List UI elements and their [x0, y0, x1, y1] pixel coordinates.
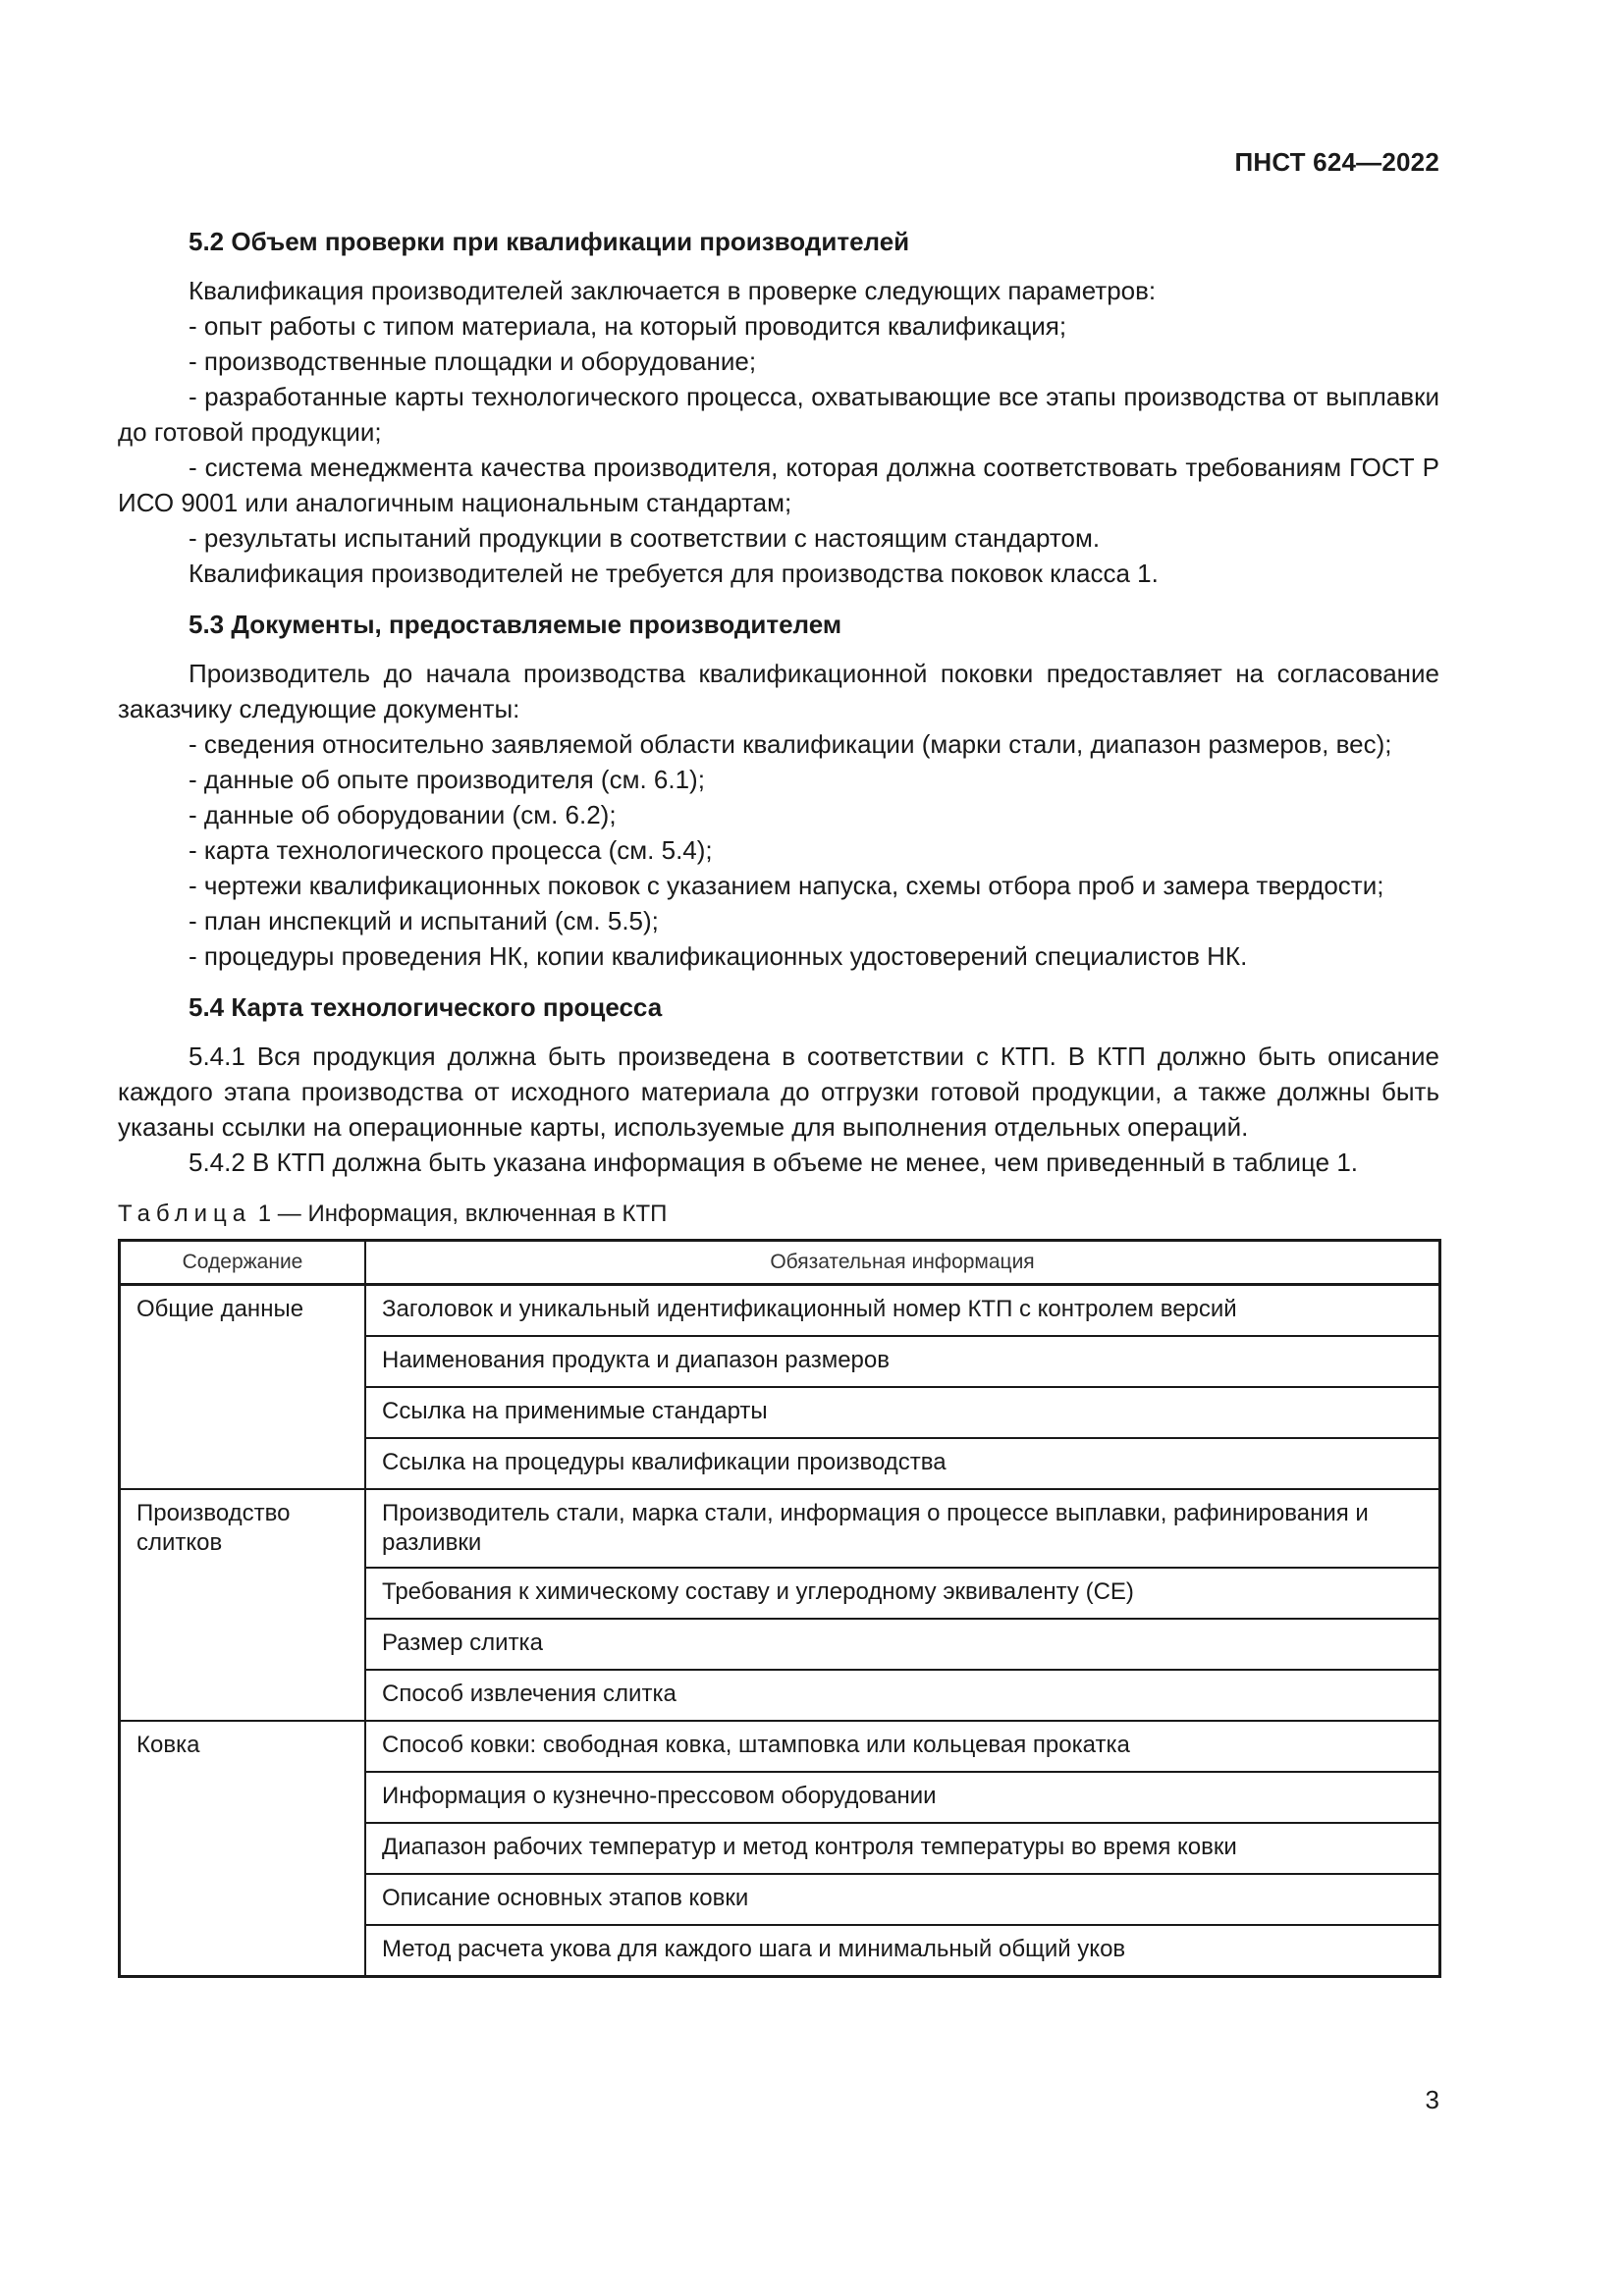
category-cell: Ковка [120, 1721, 366, 1977]
info-cell: Диапазон рабочих температур и метод контроля температуры во время ковки [365, 1823, 1440, 1874]
paragraph: Квалификация производителей заключается в проверке следующих параметров: [189, 276, 1157, 305]
info-cell: Описание основных этапов ковки [365, 1874, 1440, 1925]
table-caption-text: 1 — Информация, включенная в КТП [257, 1201, 668, 1227]
table-row [120, 1721, 1440, 1772]
paragraph: 5.4.1 Вся продукция должна быть произведена в соответствии с КТП. В КТП должно быть описание каждого этапа производства от исходного материала до отгрузки готовой продукции, а также должны быть указаны ссылки на операционные карты, используемые для выполнения отдельных операций. [118, 1041, 1439, 1142]
section-heading-5-3: 5.3 Документы, предоставляемые производителем [189, 610, 842, 639]
info-cell: Производитель стали, марка стали, информация о процессе выплавки, рафинирования и разливки [365, 1489, 1440, 1568]
column-header-content: Содержание [120, 1241, 366, 1285]
document-body [118, 224, 1439, 1978]
list-item: - опыт работы с типом материала, на который проводится квалификация; [189, 311, 1067, 341]
document-code: ПНСТ 624—2022 [1234, 147, 1439, 177]
info-cell: Ссылка на применимые стандарты [365, 1387, 1440, 1438]
info-cell: Заголовок и уникальный идентификационный номер КТП с контролем версий [365, 1285, 1440, 1337]
list-item: - карта технологического процесса (см. 5.4); [189, 835, 713, 865]
info-cell: Размер слитка [365, 1619, 1440, 1670]
category-cell: Производство слитков [120, 1489, 366, 1721]
paragraph: Квалификация производителей не требуется для производства поковок класса 1. [189, 559, 1159, 588]
info-cell: Ссылка на процедуры квалификации производства [365, 1438, 1440, 1489]
list-item: - данные об опыте производителя (см. 6.1); [189, 765, 705, 794]
paragraph: Производитель до начала производства квалификационной поковки предоставляет на согласование заказчику следующие документы: [118, 659, 1439, 723]
table-caption [118, 1200, 1439, 1229]
page-number: 3 [1425, 2085, 1439, 2114]
table-header-row [120, 1241, 1440, 1285]
ktp-table [118, 1239, 1441, 1978]
info-cell: Наименования продукта и диапазон размеров [365, 1336, 1440, 1387]
paragraph: 5.4.2 В КТП должна быть указана информация в объеме не менее, чем приведенный в таблице 1. [189, 1148, 1359, 1177]
section-heading-5-2: 5.2 Объем проверки при квалификации производителей [189, 227, 910, 256]
info-cell: Метод расчета укова для каждого шага и минимальный общий уков [365, 1925, 1440, 1977]
info-cell: Способ ковки: свободная ковка, штамповка или кольцевая прокатка [365, 1721, 1440, 1772]
list-item: - производственные площадки и оборудование; [189, 347, 757, 376]
section-heading-5-4: 5.4 Карта технологического процесса [189, 992, 663, 1022]
list-item: - данные об оборудовании (см. 6.2); [189, 800, 617, 829]
table-row [120, 1285, 1440, 1337]
table-caption-label: Таблица [118, 1201, 252, 1227]
column-header-required-info: Обязательная информация [365, 1241, 1440, 1285]
list-item: - система менеджмента качества производителя, которая должна соответствовать требованиям ГОСТ Р ИСО 9001 или аналогичным национальным стандартам; [118, 453, 1439, 517]
list-item: - сведения относительно заявляемой области квалификации (марки стали, диапазон размеров, вес); [189, 729, 1392, 759]
list-item: - результаты испытаний продукции в соответствии с настоящим стандартом. [189, 523, 1101, 553]
list-item: - процедуры проведения НК, копии квалификационных удостоверений специалистов НК. [189, 941, 1248, 971]
list-item: - чертежи квалификационных поковок с указанием напуска, схемы отбора проб и замера твердости; [189, 871, 1384, 900]
list-item: - план инспекций и испытаний (см. 5.5); [189, 906, 659, 935]
info-cell: Информация о кузнечно-прессовом оборудовании [365, 1772, 1440, 1823]
info-cell: Способ извлечения слитка [365, 1670, 1440, 1721]
category-cell: Общие данные [120, 1285, 366, 1490]
list-item: - разработанные карты технологического процесса, охватывающие все этапы производства от выплавки до готовой продукции; [118, 382, 1439, 447]
info-cell: Требования к химическому составу и углеродному эквиваленту (CE) [365, 1568, 1440, 1619]
table-row [120, 1489, 1440, 1568]
